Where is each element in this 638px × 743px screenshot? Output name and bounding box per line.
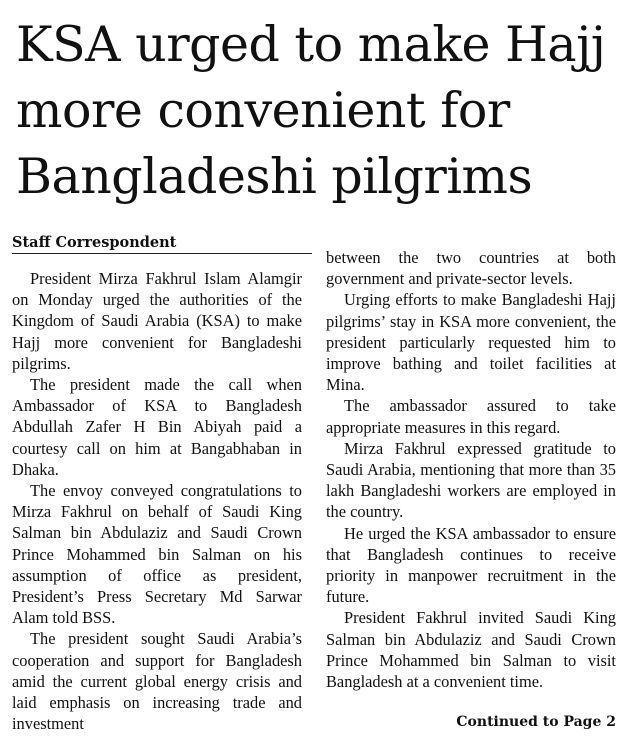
article-column-left bbox=[12, 268, 302, 734]
article-paragraph: President Mirza Fakhrul Islam Alamgir on Monday urged the authorities of the Kingdom of Saudi Arabia (KSA) to make Hajj more convenient for Bangladeshi pilgrims. bbox=[12, 269, 302, 373]
article-paragraph: He urged the KSA ambassador to ensure that Bangladesh continues to receive priority in manpower recruitment in the future. bbox=[326, 523, 616, 607]
article-paragraph: Urging efforts to make Bangladeshi Hajj pilgrims’ stay in KSA more convenient, the president particularly requested him to improve bathing and toilet facilities at Mina. bbox=[326, 290, 616, 395]
article-paragraph: The president made the call when Ambassador of KSA to Bangladesh Abdullah Zafer H Bin Abiyah paid a courtesy call on him at Bangabhaban in Dhaka. bbox=[12, 375, 302, 479]
byline-divider bbox=[12, 253, 312, 254]
article-paragraph: President Fakhrul invited Saudi King Salman bin Abdulaziz and Saudi Crown Prince Mohammed bin Salman to visit Bangladesh at a convenient time. bbox=[326, 608, 616, 692]
headline-line: more convenient for bbox=[16, 82, 510, 139]
continued-to-page-link[interactable]: Continued to Page 2 bbox=[456, 714, 616, 730]
article-paragraph: The ambassador assured to take appropriate measures in this regard. bbox=[326, 396, 616, 437]
article-paragraph: The president sought Saudi Arabia’s cooperation and support for Bangladesh amid the current global energy crisis and laid emphasis on increasing trade and investment bbox=[12, 629, 302, 734]
headline-line: KSA urged to make Hajj bbox=[16, 16, 606, 73]
article-column-right bbox=[326, 247, 616, 692]
article-paragraph-continued: between the two countries at both government and private-sector levels. bbox=[326, 248, 616, 289]
headline-line: Bangladeshi pilgrims bbox=[16, 148, 533, 205]
byline: Staff Correspondent bbox=[12, 234, 177, 251]
article-paragraph: Mirza Fakhrul expressed gratitude to Saudi Arabia, mentioning that more than 35 lakh Bangladeshi workers are employed in the country. bbox=[326, 438, 616, 522]
article-paragraph: The envoy conveyed congratulations to Mirza Fakhrul on behalf of Saudi King Salman bin Abdulaziz and Saudi Crown Prince Mohammed bin Salman on his assumption of office as president, President’s Press Secretary Md Sarwar Alam told BSS. bbox=[12, 481, 302, 628]
headline bbox=[16, 12, 626, 210]
